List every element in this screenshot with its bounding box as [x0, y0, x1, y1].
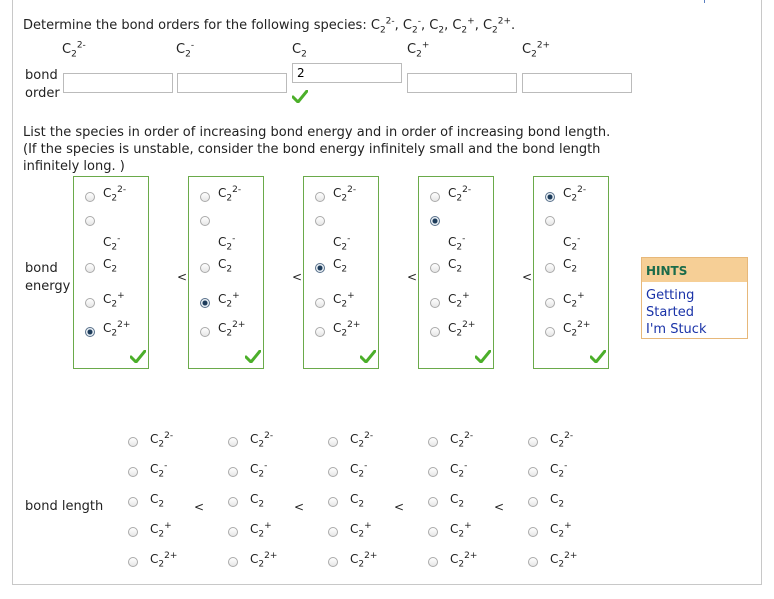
energy-radio[interactable]: [545, 192, 555, 202]
less-than-sign: <: [494, 500, 505, 514]
hint-im-stuck-link[interactable]: I'm Stuck: [646, 322, 707, 337]
length-radio[interactable]: [328, 467, 338, 477]
energy-option-label: $C_2^{2+}$: [103, 320, 131, 339]
instructions-line-2: (If the species is unstable, consider the bond energy infinitely small and the bond length: [23, 142, 601, 157]
length-radio[interactable]: [428, 497, 438, 507]
energy-radio[interactable]: [315, 192, 325, 202]
energy-option-label: $C_2^-$: [218, 234, 236, 253]
length-radio[interactable]: [128, 557, 138, 567]
energy-option-label: $C_2$: [333, 257, 348, 275]
species-header: $C_2^+$: [407, 40, 430, 60]
energy-option-label: $C_2^-$: [333, 234, 351, 253]
length-radio[interactable]: [428, 557, 438, 567]
length-option-label: $C_2^+$: [250, 521, 272, 540]
energy-radio[interactable]: [200, 192, 210, 202]
length-radio[interactable]: [528, 497, 538, 507]
hints-title: HINTS: [642, 258, 747, 282]
energy-option-label: $C_2^{2-}$: [218, 185, 242, 204]
length-radio[interactable]: [128, 527, 138, 537]
correct-check-icon: [360, 350, 376, 363]
less-than-sign: <: [294, 500, 305, 514]
hint-getting-started-link[interactable]: Getting Started: [646, 288, 695, 320]
bond-order-input-c2[interactable]: [292, 63, 402, 83]
question-prompt: Determine the bond orders for the following species: C: [23, 18, 380, 33]
energy-option-label: $C_2$: [103, 257, 118, 275]
energy-option-label: $C_2^{2-}$: [563, 185, 587, 204]
energy-option-label: $C_2^+$: [333, 291, 355, 310]
length-option-label: $C_2^{2-}$: [350, 431, 374, 450]
energy-radio[interactable]: [315, 263, 325, 273]
length-radio[interactable]: [428, 437, 438, 447]
bond-order-input-c2-2plus[interactable]: [522, 73, 632, 93]
length-option-label: $C_2^{2-}$: [150, 431, 174, 450]
energy-radio[interactable]: [315, 327, 325, 337]
energy-option-label: $C_2^{2+}$: [333, 320, 361, 339]
energy-option-label: $C_2^-$: [448, 234, 466, 253]
energy-option-label: $C_2^{2+}$: [448, 320, 476, 339]
energy-option-label: $C_2^{2-}$: [448, 185, 472, 204]
length-option-label: $C_2^{2-}$: [550, 431, 574, 450]
energy-option-label: $C_2^{2-}$: [333, 185, 357, 204]
less-than-sign: <: [292, 270, 303, 284]
length-option-label: $C_2^{2+}$: [150, 551, 178, 570]
energy-radio[interactable]: [85, 298, 95, 308]
length-radio[interactable]: [528, 467, 538, 477]
energy-option-label: $C_2^+$: [218, 291, 240, 310]
energy-option-label: $C_2^+$: [103, 291, 125, 310]
length-radio[interactable]: [528, 527, 538, 537]
length-option-label: $C_2$: [450, 492, 465, 510]
energy-option-label: $C_2^+$: [448, 291, 470, 310]
length-radio[interactable]: [328, 437, 338, 447]
energy-radio[interactable]: [315, 298, 325, 308]
species-header: $C_2^{2+}$: [522, 40, 551, 60]
energy-radio[interactable]: [200, 327, 210, 337]
species-header: $C_2^-$: [176, 40, 195, 60]
correct-check-icon: [292, 90, 308, 103]
length-option-label: $C_2$: [550, 492, 565, 510]
ordering-instructions: [23, 124, 633, 175]
energy-radio[interactable]: [315, 216, 325, 226]
length-option-label: $C_2^{2+}$: [450, 551, 478, 570]
length-option-label: $C_2^-$: [450, 461, 468, 480]
length-radio[interactable]: [328, 527, 338, 537]
top-mark: [704, 0, 705, 3]
energy-radio[interactable]: [545, 216, 555, 226]
energy-radio[interactable]: [545, 263, 555, 273]
energy-radio[interactable]: [430, 192, 440, 202]
energy-radio[interactable]: [85, 327, 95, 337]
energy-option-label: $C_2$: [563, 257, 578, 275]
energy-radio[interactable]: [430, 298, 440, 308]
bond-energy-label-1: bond: [25, 261, 58, 276]
length-option-label: $C_2^+$: [450, 521, 472, 540]
length-radio[interactable]: [228, 557, 238, 567]
length-radio[interactable]: [328, 557, 338, 567]
length-radio[interactable]: [228, 497, 238, 507]
length-radio[interactable]: [528, 557, 538, 567]
energy-radio[interactable]: [545, 298, 555, 308]
length-option-label: $C_2^-$: [350, 461, 368, 480]
energy-radio[interactable]: [430, 216, 440, 226]
energy-option-label: $C_2^+$: [563, 291, 585, 310]
less-than-sign: <: [177, 270, 188, 284]
length-radio[interactable]: [228, 467, 238, 477]
energy-radio[interactable]: [430, 327, 440, 337]
energy-option-label: $C_2$: [218, 257, 233, 275]
energy-option-label: $C_2^{2+}$: [218, 320, 246, 339]
energy-option-label: $C_2^{2-}$: [103, 185, 127, 204]
length-option-label: $C_2^{2-}$: [450, 431, 474, 450]
length-option-label: $C_2$: [250, 492, 265, 510]
hints-panel: [641, 257, 748, 339]
length-option-label: $C_2^{2+}$: [250, 551, 278, 570]
length-radio[interactable]: [528, 437, 538, 447]
bond-energy-label-2: energy: [25, 279, 71, 294]
length-option-label: $C_2^-$: [150, 461, 168, 480]
length-option-label: $C_2$: [350, 492, 365, 510]
length-radio[interactable]: [328, 497, 338, 507]
length-option-label: $C_2$: [150, 492, 165, 510]
length-radio[interactable]: [228, 527, 238, 537]
length-option-label: $C_2^{2+}$: [550, 551, 578, 570]
length-option-label: $C_2^{2-}$: [250, 431, 274, 450]
length-radio[interactable]: [428, 527, 438, 537]
correct-check-icon: [130, 350, 146, 363]
less-than-sign: <: [194, 500, 205, 514]
energy-radio[interactable]: [545, 327, 555, 337]
energy-radio[interactable]: [430, 263, 440, 273]
length-option-label: $C_2^+$: [350, 521, 372, 540]
bond-order-label-2: order: [25, 86, 60, 101]
bond-order-label-1: bond: [25, 68, 58, 83]
energy-option-label: $C_2^{2+}$: [563, 320, 591, 339]
less-than-sign: <: [522, 270, 533, 284]
correct-check-icon: [590, 350, 606, 363]
energy-option-label: $C_2^-$: [563, 234, 581, 253]
length-radio[interactable]: [228, 437, 238, 447]
instructions-line-1: List the species in order of increasing bond energy and in order of increasing bond length.: [23, 125, 611, 140]
bond-order-input-c2-plus[interactable]: [407, 73, 517, 93]
bond-order-input-c2-minus[interactable]: [177, 73, 287, 93]
correct-check-icon: [245, 350, 261, 363]
energy-option-label: $C_2$: [448, 257, 463, 275]
energy-radio[interactable]: [200, 298, 210, 308]
length-option-label: $C_2^+$: [550, 521, 572, 540]
length-radio[interactable]: [128, 467, 138, 477]
length-radio[interactable]: [128, 497, 138, 507]
bond-length-label: bond length: [25, 499, 104, 514]
bond-order-question: Determine the bond orders for the following species: $C_2^{2-}$, $C_2^-$, $C_2$, $C_2^+$, $C_2^{2+}$.: [23, 16, 516, 36]
species-header: $C_2$: [292, 42, 307, 60]
energy-radio[interactable]: [85, 263, 95, 273]
species-header: $C_2^{2-}$: [62, 40, 86, 60]
energy-option-label: $C_2^-$: [103, 234, 121, 253]
energy-radio[interactable]: [85, 216, 95, 226]
length-radio[interactable]: [428, 467, 438, 477]
correct-check-icon: [475, 350, 491, 363]
length-option-label: $C_2^-$: [550, 461, 568, 480]
less-than-sign: <: [407, 270, 418, 284]
energy-radio[interactable]: [200, 216, 210, 226]
less-than-sign: <: [394, 500, 405, 514]
instructions-line-3: infinitely long. ): [23, 159, 125, 174]
length-option-label: $C_2^+$: [150, 521, 172, 540]
bond-order-input-c2-2minus[interactable]: [63, 73, 173, 93]
length-radio[interactable]: [128, 437, 138, 447]
length-option-label: $C_2^{2+}$: [350, 551, 378, 570]
energy-radio[interactable]: [85, 192, 95, 202]
energy-radio[interactable]: [200, 263, 210, 273]
length-option-label: $C_2^-$: [250, 461, 268, 480]
